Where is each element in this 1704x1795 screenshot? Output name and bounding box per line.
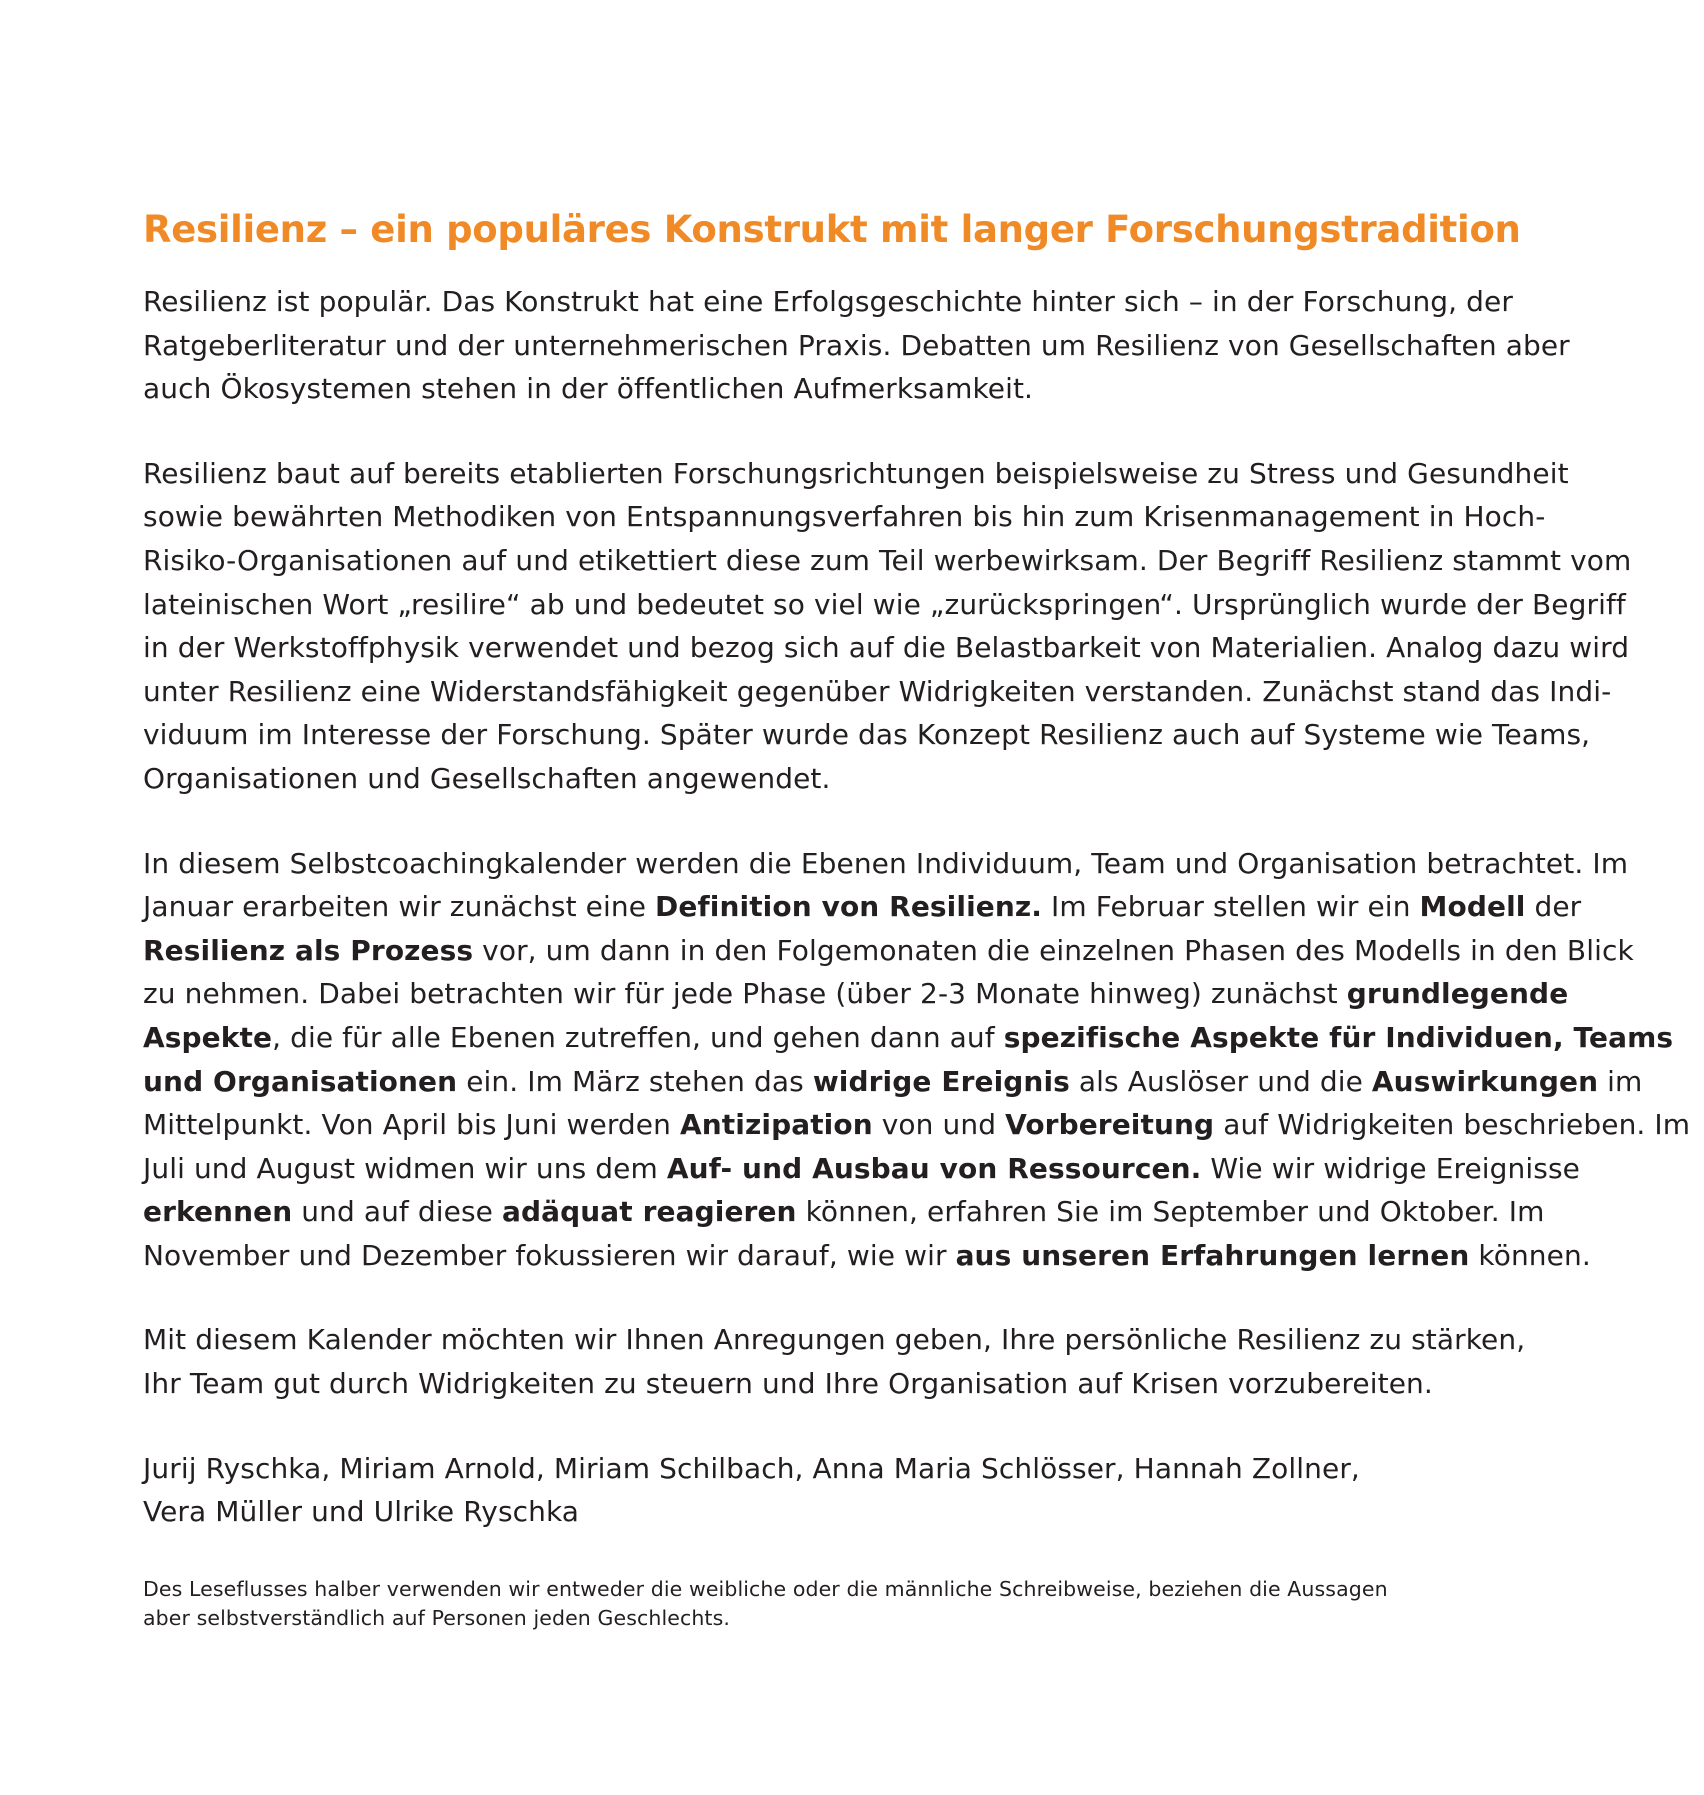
authors-line: Vera Müller und Ulrike Ryschka bbox=[143, 1495, 580, 1529]
overview-line bbox=[143, 1147, 1583, 1191]
overview-text: und auf diese bbox=[292, 1195, 502, 1229]
intro-line: Ratgeberliteratur und der unternehmerischen Praxis. Debatten um Resilienz von Gesellschaften aber bbox=[143, 328, 1570, 362]
overview-text: Juli und August widmen wir uns dem bbox=[143, 1151, 667, 1185]
footnote-line: aber selbstverständlich auf Personen jeden Geschlechts. bbox=[143, 1605, 730, 1630]
background-line: lateinischen Wort „resilire“ ab und bedeutet so viel wie „zurückspringen“. Ursprünglich wurde der Begriff bbox=[143, 587, 1626, 621]
overview-text: als Auslöser und die bbox=[1069, 1064, 1372, 1098]
authors bbox=[143, 1447, 1583, 1534]
overview-text: zu nehmen. Dabei betrachten wir für jede Phase (über 2-3 Monate hinweg) zunächst bbox=[143, 977, 1347, 1011]
overview-text: Im Februar stellen wir ein bbox=[1042, 890, 1420, 924]
overview-line bbox=[143, 972, 1583, 1016]
overview-line bbox=[143, 885, 1583, 929]
closing-paragraph bbox=[143, 1318, 1583, 1405]
overview-line bbox=[143, 1190, 1583, 1234]
page-title: Resilienz – ein populäres Konstrukt mit langer Forschungstradition bbox=[143, 208, 1521, 251]
overview-highlight: Resilienz als Prozess bbox=[143, 933, 474, 967]
overview-text: November und Dezember fokussieren wir darauf, wie wir bbox=[143, 1238, 956, 1272]
overview-highlight: Aspekte bbox=[143, 1020, 273, 1054]
overview-line bbox=[143, 929, 1634, 973]
overview-text: von und bbox=[872, 1108, 1006, 1142]
overview-text: , die für alle Ebenen zutreffen, und gehen dann auf bbox=[272, 1020, 1004, 1054]
overview-paragraph bbox=[143, 842, 1691, 1278]
overview-highlight: Vorbereitung bbox=[1005, 1108, 1215, 1142]
overview-highlight: Antizipation bbox=[679, 1108, 873, 1142]
overview-text: vor, um dann in den Folgemonaten die einzelnen Phasen des Modells in den Blick bbox=[473, 933, 1634, 967]
overview-line bbox=[143, 1016, 1674, 1060]
overview-highlight: Modell bbox=[1419, 890, 1526, 924]
overview-text: Januar erarbeiten wir zunächst eine bbox=[143, 890, 656, 924]
background-line: Risiko-Organisationen auf und etikettiert diese zum Teil werbewirksam. Der Begriff Resilienz stammt vom bbox=[143, 543, 1632, 577]
footnote bbox=[143, 1575, 1583, 1633]
background-line: in der Werkstoffphysik verwendet und bezog sich auf die Belastbarkeit von Materialien. Analog dazu wird bbox=[143, 631, 1630, 665]
overview-highlight: spezifische Aspekte für Individuen, Teams bbox=[1003, 1020, 1674, 1054]
background-line: Organisationen und Gesellschaften angewendet. bbox=[143, 761, 831, 795]
overview-highlight: aus unseren Erfahrungen lernen bbox=[955, 1238, 1470, 1272]
overview-highlight: Auswirkungen bbox=[1371, 1064, 1599, 1098]
footnote-line: Des Leseflusses halber verwenden wir entweder die weibliche oder die männliche Schreibweise, beziehen die Aussagen bbox=[143, 1576, 1388, 1601]
background-line: Resilienz baut auf bereits etablierten Forschungsrichtungen beispielsweise zu Stress und Gesundheit bbox=[143, 456, 1569, 490]
overview-highlight: erkennen bbox=[143, 1195, 293, 1229]
overview-text: können. bbox=[1469, 1238, 1591, 1272]
overview-text: ein. Im März stehen das bbox=[457, 1064, 813, 1098]
intro-line: Resilienz ist populär. Das Konstrukt hat eine Erfolgsgeschichte hinter sich – in der Forschung, der bbox=[143, 285, 1513, 318]
overview-line bbox=[143, 1060, 1643, 1104]
overview-highlight: grundlegende bbox=[1346, 977, 1569, 1011]
overview-highlight: Definition von Resilienz. bbox=[655, 890, 1043, 924]
overview-highlight: Auf- und Ausbau von Ressourcen. bbox=[666, 1151, 1202, 1185]
background-paragraph bbox=[143, 452, 1632, 801]
closing-line: Ihr Team gut durch Widrigkeiten zu steuern und Ihre Organisation auf Krisen vorzubereiten. bbox=[143, 1367, 1433, 1401]
overview-line bbox=[143, 1103, 1691, 1147]
overview-text: Wie wir widrige Ereignisse bbox=[1201, 1151, 1580, 1185]
page-content bbox=[143, 202, 1691, 1653]
intro-paragraph bbox=[143, 280, 1583, 411]
overview-text: im bbox=[1598, 1064, 1643, 1098]
background-line: sowie bewährten Methodiken von Entspannungsverfahren bis hin zum Krisenmanagement in Hoch- bbox=[143, 500, 1546, 534]
overview-highlight: und Organisationen bbox=[143, 1064, 458, 1098]
overview-line bbox=[143, 1234, 1591, 1278]
overview-highlight: widrige Ereignis bbox=[812, 1064, 1070, 1098]
overview-text: auf Widrigkeiten beschrieben. Im bbox=[1214, 1108, 1691, 1142]
intro-line: auch Ökosystemen stehen in der öffentlichen Aufmerksamkeit. bbox=[143, 372, 1034, 406]
background-line: unter Resilienz eine Widerstandsfähigkeit gegenüber Widrigkeiten verstanden. Zunächst stand das Indi- bbox=[143, 674, 1612, 708]
overview-line: In diesem Selbstcoachingkalender werden die Ebenen Individuum, Team und Organisation betrachtet. Im bbox=[143, 846, 1629, 880]
overview-text: der bbox=[1525, 890, 1582, 924]
authors-line: Jurij Ryschka, Miriam Arnold, Miriam Schilbach, Anna Maria Schlösser, Hannah Zollner, bbox=[143, 1451, 1360, 1485]
background-line: viduum im Interesse der Forschung. Später wurde das Konzept Resilienz auch auf Systeme wie Teams, bbox=[143, 718, 1591, 752]
closing-line: Mit diesem Kalender möchten wir Ihnen Anregungen geben, Ihre persönliche Resilienz zu stärken, bbox=[143, 1323, 1526, 1357]
overview-highlight: adäquat reagieren bbox=[501, 1195, 797, 1229]
overview-text: Mittelpunkt. Von April bis Juni werden bbox=[143, 1108, 680, 1142]
overview-text: können, erfahren Sie im September und Oktober. Im bbox=[796, 1195, 1545, 1229]
